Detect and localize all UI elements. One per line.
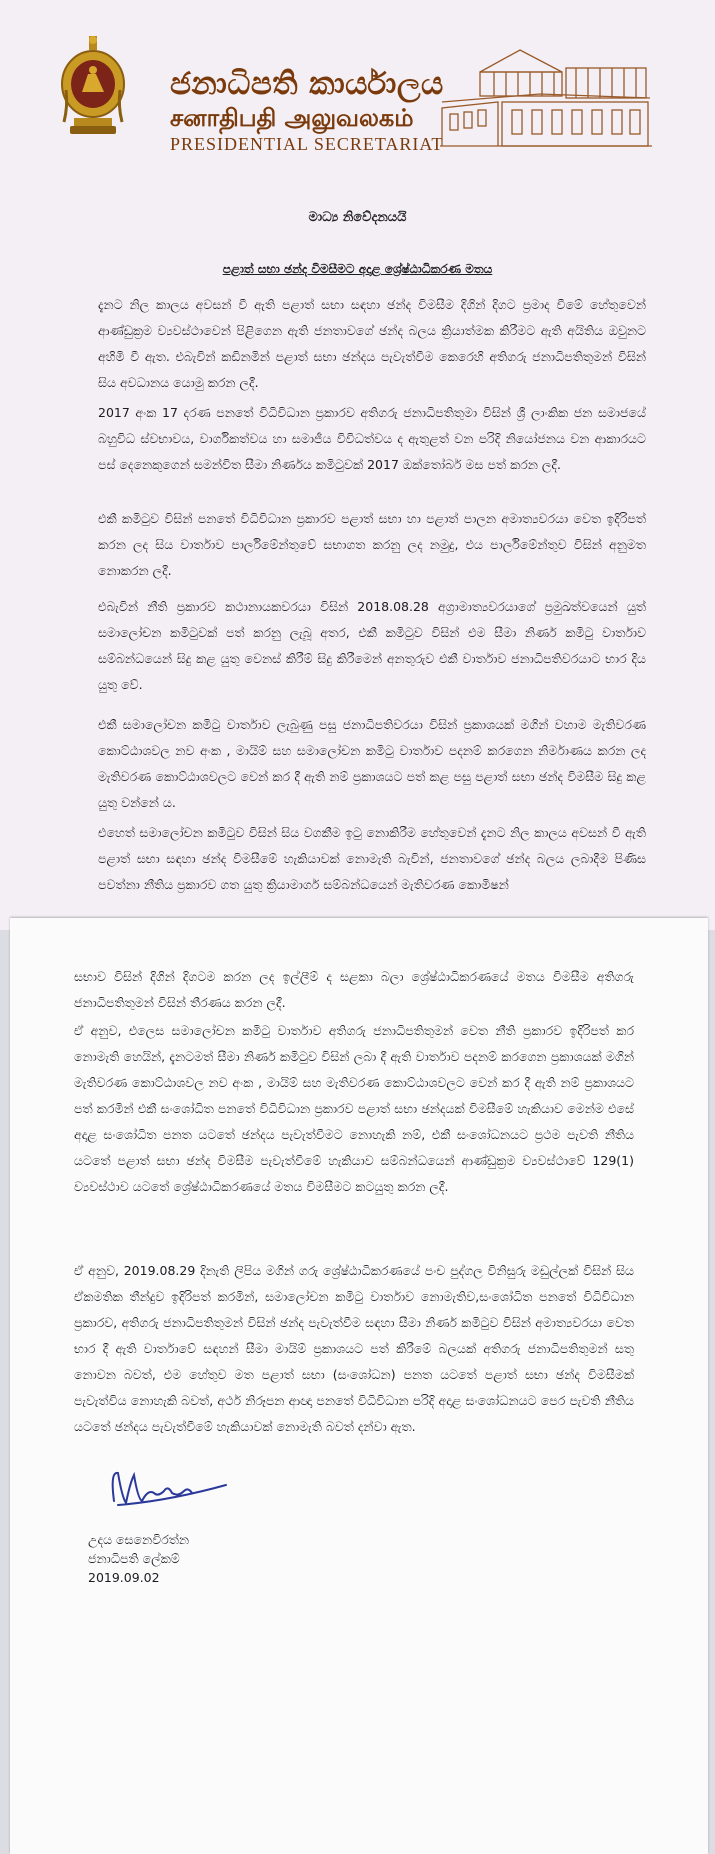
paragraph: එබැවින් නීති ප්‍රකාරව කථානායකවරයා විසින් 2018.08.28 අග්‍රාමාත්‍යවරයාගේ ප්‍රමුඛත්වයෙන් යුත් සමාලෝචන කමිටුවක් පත් කරනු ලැබූ අතර, එකී කමිටුව විසින් එම සීමා නිර්ණ කමිටු වාර්තාව සම්බන්ධයෙන් සිදු කළ යුතු වෙනස් කිරීම් සිදු කිරීමෙන් අනතුරුව එකී වාර්තාව ජනාධිපතිවරයාට භාර දිය යුතු වේ. bbox=[98, 599, 646, 692]
signatory-block bbox=[88, 1530, 189, 1587]
paragraph: ඒ අනුව, 2019.08.29 දිනැති ලිපිය මගින් ගරු ශ්‍රේෂ්ඨාධිකරණයේ පංච පුද්ගල විනිසුරු මඩුල්ලක් විසින් සිය ඒකමතික තීන්දුව ඉදිරිපත් කරමින්, සමාලෝචන කමිටු වාර්තාව නොමැතිව,සංශෝධිත පනතේ විධිවිධාන ප්‍රකාරව, අතිගරු ජනාධිපතිතුමන් විසින් ඡන්ද පැවැත්වීම සඳහා සීමා නිර්ණ කමිටුව විසින් අමාත්‍යවරයා වෙත භාර දී ඇති වාර්තාවේ සඳහන් සීමා මායිම් ප්‍රකාශයට පත් කිරීමේ බලයක් අතිගරු ජනාධිපතිතුමන් සතු නොවන බවත්, එම හේතුව මත පළාත් සභා (සංශෝධන) පනත යටතේ පළාත් සභා ඡන්ද විමසීමක් පැවැත්විය නොහැකි බවත්, අර්ථ නිරූපන ආඥා පනතේ විධිවිධාන පරිදි අදාළ සංශෝධනයට පෙර පැවති නීතිය යටතේ ඡන්දය පැවැත්වීමේ හැකියාවක් නොමැති බවත් දන්වා ඇත. bbox=[74, 1263, 634, 1434]
signatory-name: උදය සෙනෙවිරත්න bbox=[88, 1532, 190, 1547]
paragraph: එකී කමිටුව විසින් පනතේ විධිවිධාන ප්‍රකාරව පළාත් සභා හා පළාත් පාලන අමාත්‍යවරයා වෙත ඉදිරිපත් කරන ලද සිය වාර්තාව පාර්ලිමේන්තුවේ සභාගත කරනු ලද නමුදු, එය පාර්ලිමේන්තුව විසින් අනුමත නොකරන ලදී. bbox=[98, 511, 646, 578]
paragraph: දැනට නිල කාලය අවසන් වී ඇති පළාත් සභා සඳහා ඡන්ද විමසීම දිගින් දිගට ප්‍රමාද වීමේ හේතුවෙන් ආණ්ඩුක්‍රම ව්‍යවස්ථාවෙන් පිළිගෙන ඇති ජනතාවගේ ඡන්ද බලය ක්‍රියාත්මක කිරීමට ඇති අයිතිය ඔවුනට අහිමි වී ඇත. එබැවින් කඩිනමින් පළාත් සභා ඡන්දය පැවැත්වීම කෙරෙහි අතිගරු ජනාධිපතිතුමන් විසින් සිය අවධානය යොමු කරන ලදී. bbox=[98, 297, 646, 390]
subject-heading: පළාත් සභා ඡන්ද විමසීමට අදාළ ශ්‍රේෂ්ඨාධිකරණ මතය bbox=[222, 262, 493, 276]
parliament-building-icon bbox=[440, 42, 652, 148]
national-emblem-icon bbox=[60, 36, 126, 136]
office-title-tamil: சனாதிபதி அலுவலகம் bbox=[170, 104, 414, 132]
paragraph: සභාව විසින් දිගින් දිගටම කරන ලද ඉල්ලීම් ද සළකා බලා ශ්‍රේෂ්ඨාධිකරණයේ මතය විමසීම අතිගරු ජනාධිපතිතුමන් විසින් තීරණය කරන ලදී. bbox=[74, 969, 634, 1010]
paragraph: ඒ අනුව, එලෙස සමාලෝචන කමිටු වාර්තාව අතිගරු ජනාධිපතිතුමන් වෙත නීති ප්‍රකාරව ඉදිරිපත් කර නොමැති හෙයින්, දැනටමත් සීමා නිර්ණ කමිටුව විසින් ලබා දී ඇති වාර්තාව පදනම් කරගෙන ප්‍රකාශයක් මගින් මැතිවරණ කොට්ඨාශවල නව අංක , මායිම් සහ මැතිවරණ කොට්ඨාශවලට වෙන් කර දී ඇති නම් ප්‍රකාශයට පත් කරමින් එකී සංශෝධිත පනතේ විධිවිධාන ප්‍රකාරව පළාත් සභා ඡන්දයක් විමසීමේ හැකියාව මෙන්ම එසේ අදාළ සංශෝධිත පනත යටතේ ඡන්දය පැවැත්වීමට නොහැකි නම්, එකී සංශෝධනයට ප්‍රථම පැවති නීතිය යටතේ පළාත් සභා ඡන්ද විමසීම පැවැත්වීමේ හැකියාව සම්බන්ධයෙන් ආණ්ඩුක්‍රම ව්‍යවස්ථාවේ 129(1) ව්‍යවස්ථාව යටතේ ශ්‍රේෂ්ඨාධිකරණයේ මතය විමසීමට කටයුතු කරන ලදී. bbox=[74, 1023, 634, 1194]
page-2 bbox=[10, 918, 708, 1854]
media-release-title: මාධ්‍ය නිවේදනයයි bbox=[308, 210, 407, 225]
paragraph: 2017 අංක 17 දරණ පනතේ විධිවිධාන ප්‍රකාරව අතිගරු ජනාධිපතිතුමා විසින් ශ්‍රී ලාංකික ජන සමාජයේ බහුවිධ ස්වභාවය, වාර්ගිකත්වය හා සමාජීය විවිධත්වය ද ඇතුළත් වන පරිදි නියෝජනය වන ආකාරයට පස් දෙනෙකුගෙන් සමන්විත සීමා නිර්ණය කමිටුවක් 2017 ඔක්තෝබර් මස පත් කරන ලදී. bbox=[98, 405, 646, 472]
signature bbox=[108, 1463, 228, 1519]
signatory-title: ජනාධිපති ලේකම් bbox=[88, 1551, 180, 1566]
office-title-sinhala: ජනාධිපති කාර්යාලය bbox=[170, 66, 444, 102]
office-title-english: PRESIDENTIAL SECRETARIAT bbox=[170, 134, 444, 154]
release-date: 2019.09.02 bbox=[88, 1570, 160, 1585]
paragraph: එහෙත් සමාලෝචන කමිටුව විසින් සිය වගකීම ඉටු නොකිරීම හේතුවෙන් දැනට නිල කාලය අවසන් වී ඇති පළාත් සභා සඳහා ඡන්ද විමසීමේ හැකියාවක් නොමැති බැවින්, ජනතාවගේ ඡන්ද බලය ලබාදීම පිණිස පවත්නා නීතිය ප්‍රකාරව ගත යුතු ක්‍රියාමාර්ග සම්බන්ධයෙන් මැතිවරණ කොමිෂන් bbox=[98, 825, 646, 892]
paragraph: එකී සමාලෝචන කමිටු වාර්තාව ලැබුණු පසු ජනාධිපතිවරයා විසින් ප්‍රකාශයක් මගින් වහාම මැතිවරණ කොට්ඨාශවල නව අංක , මායිම් සහ සමාලෝචන කමිටු වාර්තාව පදනම් කරගෙන නිර්මාණය කරන ලද මැතිවරණ කොට්ඨාශවලට වෙන් කර දී ඇති නම් ප්‍රකාශයට පත් කළ පසු පළාත් සභා ඡන්ද විමසීම සිදු කළ යුතු වන්නේ ය. bbox=[98, 717, 646, 810]
